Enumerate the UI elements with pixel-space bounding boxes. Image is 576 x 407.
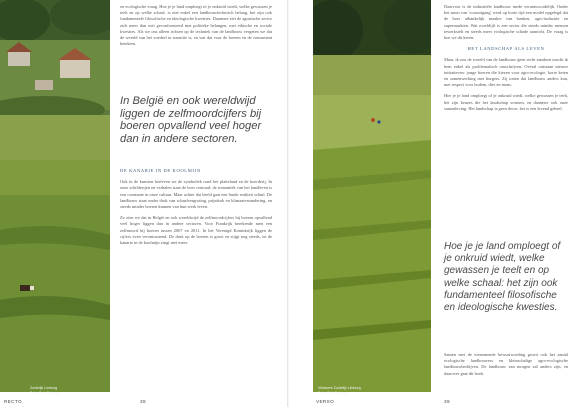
paragraph: Samen met de toenemende bewustwording groeit ook het aantal ecologische landbouwers en kleinschalige agro-ecologische landbouwbedrijven. De landbouw van morgen zal anders zijn, en daarover gaat dit boek.	[444, 352, 568, 376]
right-page-number: 39	[444, 399, 450, 404]
paragraph: Ook in de kunsten herleven we de symboliek rond het platteland en de boerderij. In onze schilderijen en verhalen staat de boer centraal; de romantiek van het landleven is een constante in onze cultuur. Maar achter dat beeld gaat een harde realiteit schuil. De landbouw staat onder druk van schaalvergroting, prijsdruk en klimaatverandering, en steeds minder boeren kunnen van hun werk leven.	[120, 179, 272, 210]
right-body-top	[444, 4, 568, 232]
right-landscape-image	[313, 0, 431, 392]
left-page-number: 38	[140, 399, 146, 404]
left-pull-quote: In België en ook wereldwijd liggen de zelfmoordcijfers bij boeren opvallend veel hoger dan in andere sectoren.	[120, 95, 262, 145]
left-page-label: RECTO	[4, 399, 22, 404]
section-heading: HET LANDSCHAP ALS LEVEN	[467, 46, 545, 52]
paragraph: Maar, ik zou de wereld van de landbouw geen recht aandoen mocht ik hem enkel als problematisch omschrijven. Overal ontstaan nieuwe initiatieven: jonge boeren die kiezen voor agro-ecologie, korte keten en samenwerking met burgers. Zij tonen dat landbouw anders kan, met respect voor bodem, dier en mens.	[444, 57, 568, 88]
left-landscape-image	[0, 0, 110, 392]
paragraph: en ecologische vraag. Hoe je je land omploegt of je onkruid wiedt, welke gewassen je teelt en op welke schaal, is niet enkel een landbouwtechnisch belang, het zijn ook fundamentele filosofische en ideologische kwesties. Daarmee ziet de agrarische sector zich meer dan ooit geconfronteerd met politieke belangen, met ethische en sociale kwesties. Als we ons alleen richten op de techniek van de landbouw vergeten we dat de wereld van het voedsel in transitie is, en wat dat voor de boeren en de consument betekent.	[120, 4, 272, 47]
section-heading: DE KANARIE IN DE KOOLMIJN	[120, 168, 201, 173]
right-photo-caption: Veldwerk Zuidelijk Limburg Foto: Bob Schaap	[318, 386, 361, 395]
right-pull-quote: Hoe je je land omploegt of je onkruid wiedt, welke gewassen je teelt en op welke schaal: het zijn ook fundamenteel filosofische en ideologische kwesties.	[444, 241, 561, 314]
right-page-label: VERSO	[316, 399, 335, 404]
paragraph: Daarvoor is de industriële landbouw mede verantwoordelijk. Onder het mom van 'vooruitgang' werd op korte tijd een model opgelegd dat de boer afhankelijk maakte van banken, agro-industrie en supermarkten. Wat overblijft is een sector die steeds minder mensen tewerkstelt en steeds meer ecologische schade aanricht. De vraag is hoe we dit keren.	[444, 4, 568, 41]
paragraph: Hoe je je land omploegt of je onkruid wiedt, welke gewassen je teelt, het zijn keuzes die het landschap vormen, en daarmee ook onze samenleving. Het landschap is geen decor, het is een levend geheel.	[444, 93, 568, 111]
book-spine	[287, 0, 289, 407]
right-photo	[313, 0, 431, 392]
left-body-top	[120, 4, 272, 88]
left-body-bottom	[120, 168, 272, 392]
left-photo-caption: Zuidelijk Limburg Foto: Bob Schaap	[30, 386, 59, 395]
left-photo	[0, 0, 110, 392]
right-body-bottom	[444, 352, 568, 392]
paragraph: Zo zien we dat in België en ook wereldwijd de zelfmoordcijfers bij boeren opvallend veel hoger liggen dan in andere sectoren. Voor Frankrijk berekende men een zelfmoord bij boeren tussen 2007 en 2011. In het Verenigd Koninkrijk liggen de cijfers even verontrustend. De druk op de boeren is groot en stijgt nog steeds, en de kanarie in de koolmijn zingt niet meer.	[120, 215, 272, 246]
